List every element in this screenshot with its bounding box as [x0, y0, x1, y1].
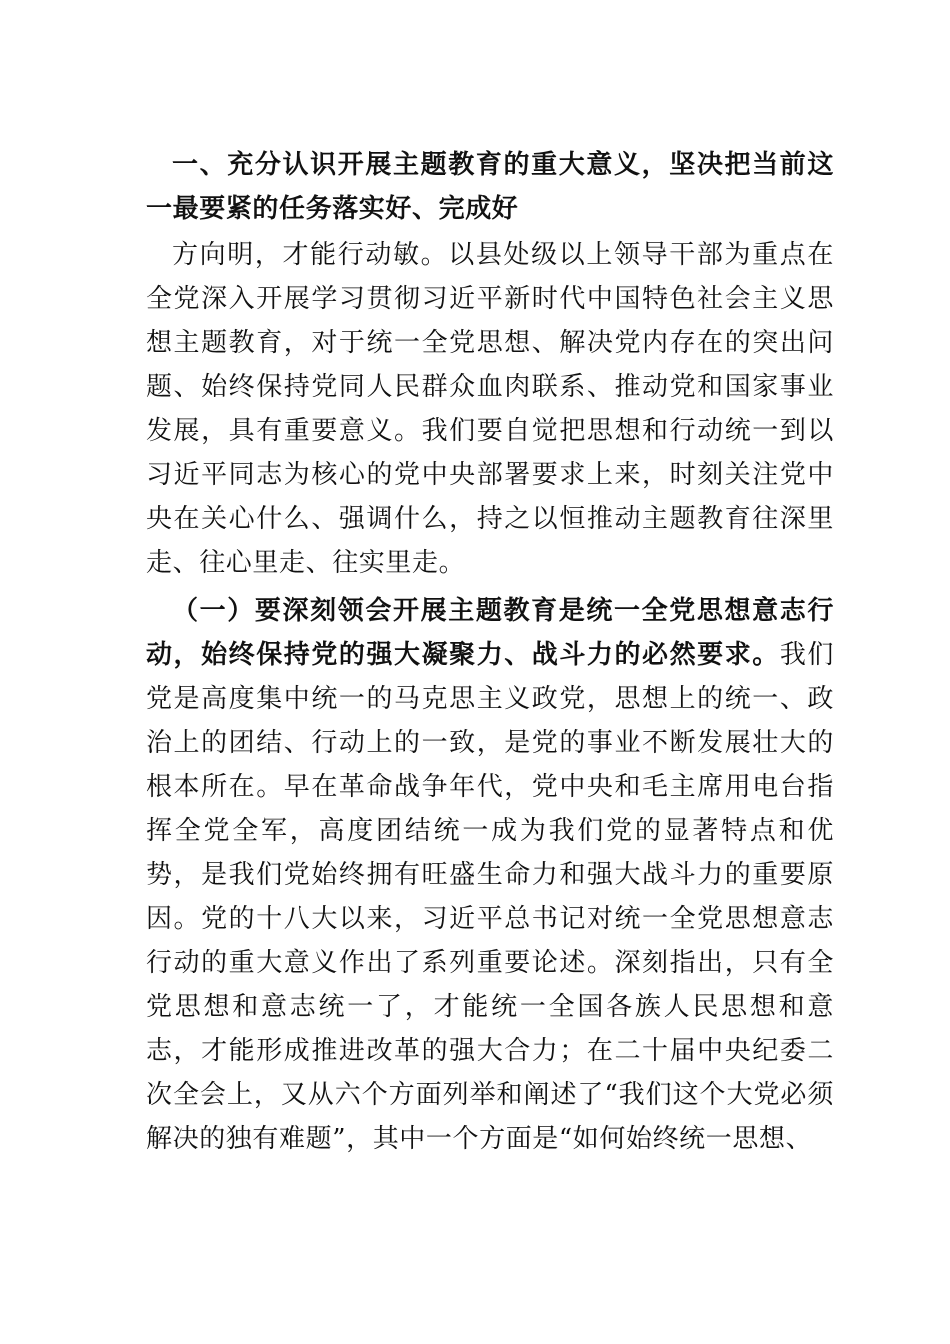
document-page	[146, 143, 834, 1161]
paragraph-2-body: 我们党是高度集中统一的马克思主义政党，思想上的统一、政治上的团结、行动上的一致，是党的事业不断发展壮大的根本所在。早在革命战争年代，党中央和毛主席用电台指挥全党全军，高度团结统一成为我们党的显著特点和优势，是我们党始终拥有旺盛生命力和强大战斗力的重要原因。党的十八大以来，习近平总书记对统一全党思想意志行动的重大意义作出了系列重要论述。深刻指出，只有全党思想和意志统一了，才能统一全国各族人民思想和意志，才能形成推进改革的强大合力；在二十届中央纪委二次全会上，又从六个方面列举和阐述了“我们这个大党必须解决的独有难题”，其中一个方面是“如何始终统一思想、	[146, 640, 834, 1154]
paragraph-2-bold-lead: （一）要深刻领会开展主题教育是统一全党思想意志行动，始终保持党的强大凝聚力、战斗力的必然要求。	[146, 596, 834, 670]
section-heading: 一、充分认识开展主题教育的重大意义，坚决把当前这一最要紧的任务落实好、完成好	[146, 150, 834, 224]
body-paragraph-2	[146, 589, 834, 1161]
body-paragraph-1: 方向明，才能行动敏。以县处级以上领导干部为重点在全党深入开展学习贯彻习近平新时代中国特色社会主义思想主题教育，对于统一全党思想、解决党内存在的突出问题、始终保持党同人民群众血肉联系、推动党和国家事业发展，具有重要意义。我们要自觉把思想和行动统一到以习近平同志为核心的党中央部署要求上来，时刻关注党中央在关心什么、强调什么，持之以恒推动主题教育往深里走、往心里走、往实里走。	[146, 240, 834, 578]
